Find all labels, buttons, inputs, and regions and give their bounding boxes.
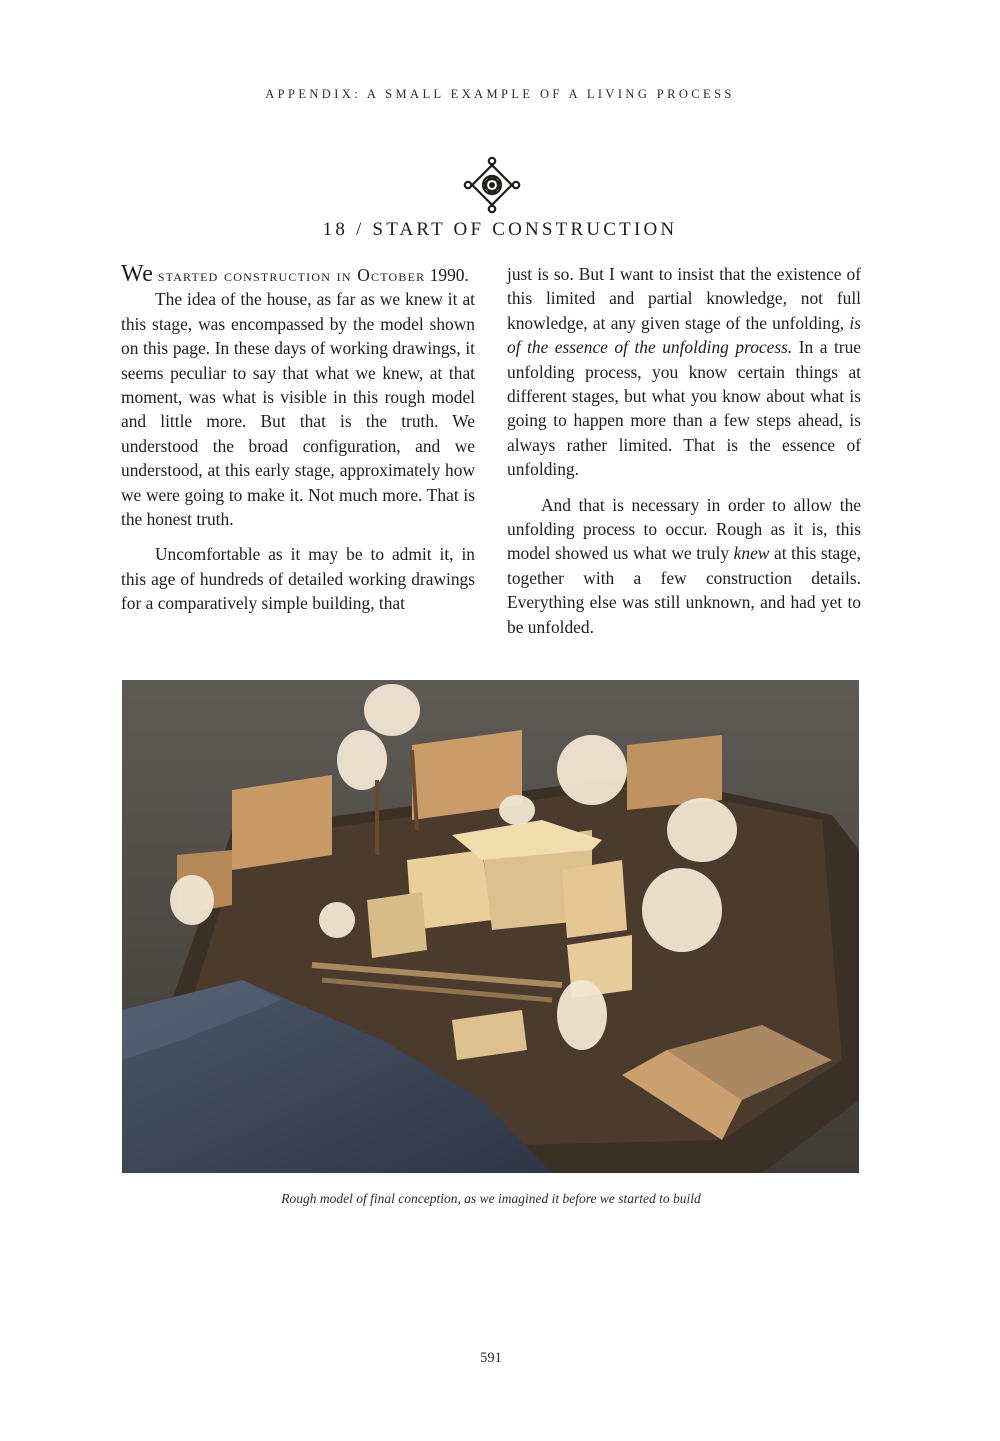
chapter-title: 18 / START OF CONSTRUCTION: [322, 219, 678, 240]
figure-caption: Rough model of final conception, as we imagined it before we started to build: [281, 1191, 701, 1206]
paragraph: The idea of the house, as far as we knew it at this stage, was encompassed by the model shown on this page. In these days of working drawings, it seems peculiar to say that what we knew, at that moment, was what is visible in this rough model and little more. But that is the truth. We understood the broad configuration, and we understood, at this early stage, approximately how we were going to make it. Not much more. That is the honest truth.: [121, 289, 475, 530]
celtic-knot-ornament-icon: [462, 155, 522, 215]
opening-smallcaps: started construction in October: [157, 265, 426, 285]
opening-paragraph: [121, 262, 475, 287]
text-run: In a true unfolding process, you know certain things at different stages, but what you know about what is going to happen more than a few steps ahead, is always rather limited. That is the essence of unfolding.: [507, 337, 861, 480]
paragraph: Uncomfortable as it may be to admit it, in this age of hundreds of detailed working drawings for a comparatively simple building, that: [121, 544, 475, 614]
left-column: [121, 262, 475, 616]
right-column: [507, 262, 861, 639]
opening-cap: We: [121, 261, 154, 287]
model-photograph: [122, 680, 859, 1173]
text-run: And that is necessary in order to allow the unfolding process to occur. Rough as it is, this model showed us what we truly: [507, 494, 861, 564]
paragraph: [507, 262, 861, 482]
text-run: just is so. But I want to insist that the existence of this limited and partial knowledge, not full knowledge, at any given stage of the unfolding,: [507, 264, 861, 333]
emphasis: is of the essence of the unfolding process.: [507, 312, 861, 358]
paragraph: [507, 493, 861, 639]
running-head: APPENDIX: A SMALL EXAMPLE OF A LIVING PROCESS: [265, 87, 735, 101]
emphasis: knew: [733, 543, 770, 564]
opening-year: 1990.: [429, 265, 469, 285]
text-run: at this stage, together with a few construction details. Everything else was still unknown, and had yet to be unfolded.: [507, 543, 861, 637]
page-number: 591: [480, 1350, 502, 1366]
